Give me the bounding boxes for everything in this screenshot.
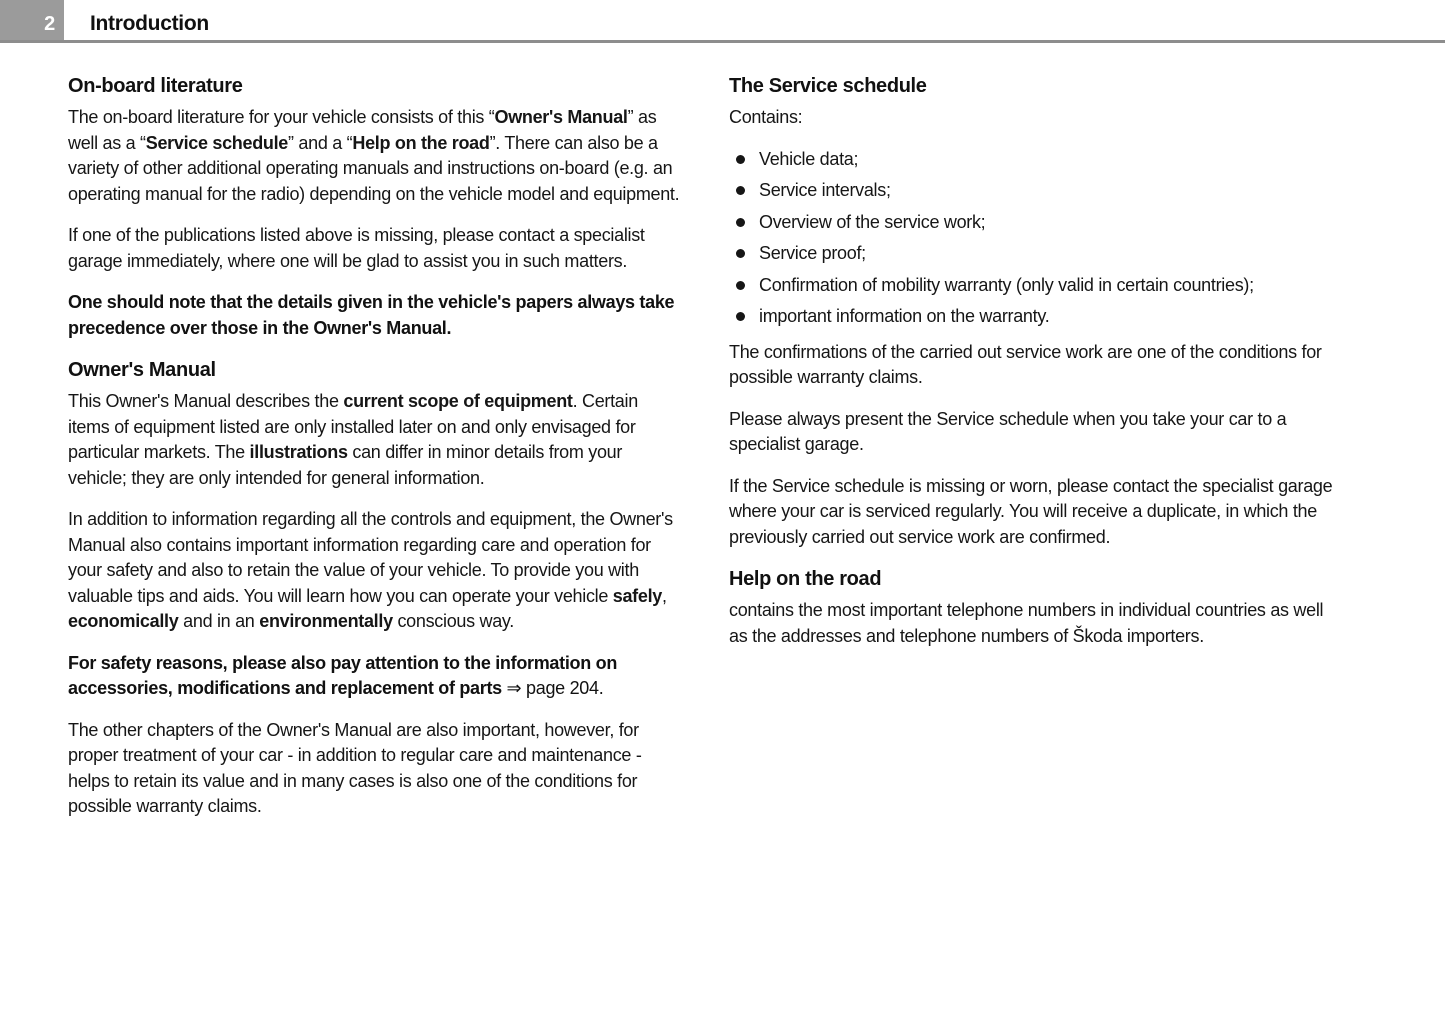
- page-number-badge: 2: [0, 0, 64, 40]
- paragraph-care-operation: In addition to information regarding all the controls and equipment, the Owner's Manual also contains important information regarding care and operation for your safety and also to retain the value of your vehicle. To provide you with valuable tips and aids. You will learn how you can operate your vehicle safely, economically and in an environmentally conscious way.: [68, 509, 673, 631]
- page-content: [0, 43, 1445, 836]
- column-right: [729, 73, 1339, 836]
- paragraph-onboard-literature: The on-board literature for your vehicle consists of this “Owner's Manual” as well as a “Service schedule” and a “Help on the road”. There can also be a variety of other additional operating manuals and instructions on-board (e.g. an operating manual for the radio) depending on the vehicle model and equipment.: [68, 107, 680, 204]
- paragraph-confirmations: The confirmations of the carried out service work are one of the conditions for possible warranty claims.: [729, 341, 1322, 387]
- list-item-label: Confirmation of mobility warranty (only valid in certain countries);: [759, 274, 1254, 295]
- page-title: Introduction: [90, 12, 209, 35]
- paragraph-current-scope: This Owner's Manual describes the current scope of equipment. Certain items of equipment listed are only installed later on and only envisaged for particular markets. The illustrations can differ in minor details from your vehicle; they are only intended for general information.: [68, 391, 638, 488]
- paragraph-contains: Contains:: [729, 107, 803, 127]
- paragraph-present-schedule: Please always present the Service schedule when you take your car to a specialist garage.: [729, 408, 1287, 454]
- list-item: [729, 304, 1339, 330]
- page-header: [0, 0, 1445, 43]
- note-safety-accessories: For safety reasons, please also pay attention to the information on accessories, modifications and replacement of parts ⇒ page 204.: [68, 652, 618, 698]
- list-item-label: important information on the warranty.: [759, 306, 1050, 326]
- bullet-icon: [736, 155, 745, 164]
- list-item: [729, 210, 1339, 236]
- paragraph-help-on-road: contains the most important telephone numbers in individual countries as well as the addresses and telephone numbers of Škoda importers.: [729, 600, 1324, 646]
- bullet-icon: [736, 312, 745, 321]
- heading-onboard-literature: On-board literature: [68, 75, 243, 97]
- service-schedule-list: [729, 147, 1339, 330]
- column-left: [68, 73, 681, 836]
- heading-owners-manual: Owner's Manual: [68, 359, 216, 381]
- paragraph-duplicate: If the Service schedule is missing or worn, please contact the specialist garage where your car is serviced regularly. You will receive a duplicate, in which the previously carried out service work are confirmed.: [729, 475, 1333, 547]
- list-item-label: Service intervals;: [759, 180, 891, 200]
- list-item: [729, 273, 1339, 299]
- bullet-icon: [736, 249, 745, 258]
- list-item: [729, 178, 1339, 204]
- heading-service-schedule: The Service schedule: [729, 75, 927, 97]
- list-item: [729, 241, 1339, 267]
- list-item-label: Overview of the service work;: [759, 211, 986, 232]
- bullet-icon: [736, 218, 745, 227]
- bullet-icon: [736, 281, 745, 290]
- bullet-icon: [736, 186, 745, 195]
- list-item: [729, 147, 1339, 173]
- list-item-label: Vehicle data;: [759, 148, 859, 169]
- paragraph-missing-publications: If one of the publications listed above is missing, please contact a specialist garage immediately, where one will be glad to assist you in such matters.: [68, 225, 645, 271]
- paragraph-other-chapters: The other chapters of the Owner's Manual are also important, however, for proper treatment of your car - in addition to regular care and maintenance - helps to retain its value and in many cases is also one of the conditions for possible warranty claims.: [68, 719, 642, 816]
- note-vehicle-papers-precedence: One should note that the details given in the vehicle's papers always take precedence over those in the Owner's Manual.: [68, 292, 675, 338]
- list-item-label: Service proof;: [759, 243, 866, 263]
- heading-help-on-road: Help on the road: [729, 568, 882, 590]
